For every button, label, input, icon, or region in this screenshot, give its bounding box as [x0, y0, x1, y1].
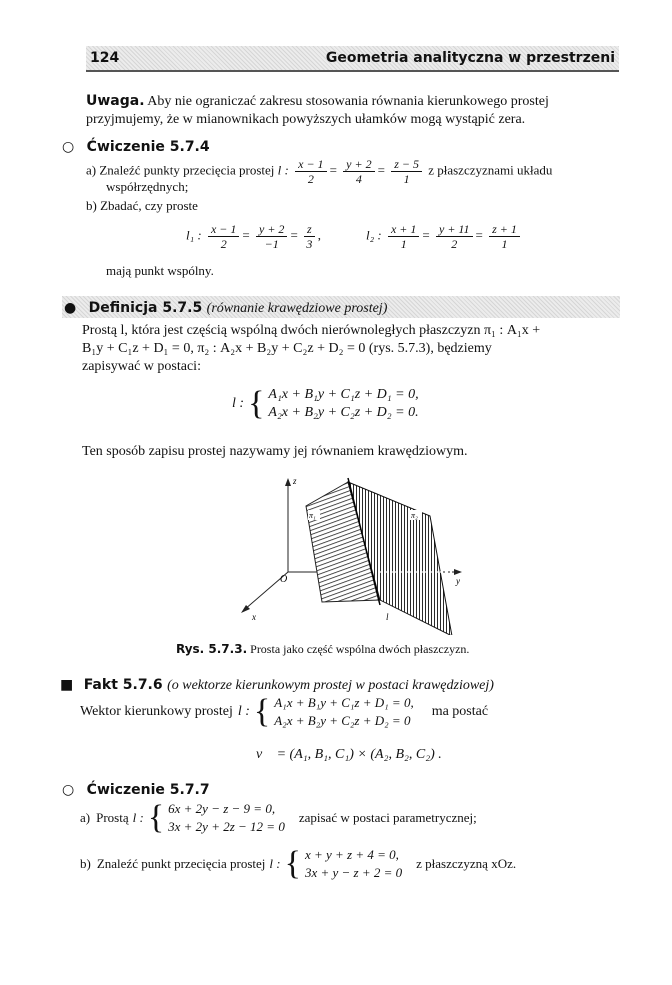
frac-num: z − 5: [391, 157, 422, 172]
chapter-title: Geometria analityczna w przestrzeni: [325, 50, 615, 66]
fact-eq1: A₁x + B₁y + C₁z + D₁ = 0,: [274, 695, 414, 710]
fact-subtitle: (o wektorze kierunkowym prostej w postaci krawędziowej): [167, 678, 494, 693]
definition-line3: zapisywać w postaci:: [82, 359, 201, 374]
item-label: b): [86, 198, 97, 213]
edge-equation-system: l : { A₁x + B₁y + C₁z + D₁ = 0, A₂x + B₂y + C₂z + D₂ = 0.: [232, 385, 419, 422]
item-text: Znaleźć punkty przecięcia prostej: [99, 162, 275, 178]
item-text: Znaleźć punkt przecięcia prostej: [96, 856, 266, 871]
definition-title: Definicja 5.7.5: [88, 300, 203, 316]
frac-num: x − 1: [208, 222, 239, 237]
remark: [86, 92, 621, 129]
exercise-574-b: [86, 197, 198, 215]
line-var: l :: [269, 856, 281, 871]
fact-body: Wektor kierunkowy prostej l : { A₁x + B₁y + C₁z + D₁ = 0, A₂x + B₂y + C₂z + D₂ = 0 ma postać: [80, 693, 489, 730]
definition-heading: [64, 299, 387, 318]
exercise-marker-icon: ○: [62, 782, 75, 798]
frac-num: y + 2: [343, 157, 374, 172]
definition-marker-icon: ●: [64, 300, 77, 316]
line-l1-equation: l₁ : $\frac{x - 1}{2}$ = $\frac{y + 2}{-1}$ = $\frac{z}{3}$ ,: [186, 222, 321, 251]
page-number: 124: [90, 50, 120, 66]
line-var: l :: [132, 810, 144, 825]
fact-title: Fakt 5.7.6: [83, 677, 163, 693]
frac-den: −1: [264, 237, 279, 251]
frac-num: x − 1: [295, 157, 326, 172]
definition-body: [82, 322, 622, 376]
exercise-title: Ćwiczenie 5.7.7: [86, 782, 210, 798]
pi1-label: π₁: [309, 511, 316, 520]
frac-den: 3: [306, 237, 313, 251]
exercise-574-b-end: mają punkt wspólny.: [106, 263, 214, 278]
exercise-577-a: a) Prostą l : { 6x + 2y − z − 9 = 0, 3x + 2y + 2z − 12 = 0 zapisać w postaci parametrycznej;: [80, 799, 477, 836]
item-label: b): [80, 856, 91, 871]
item-label: a): [86, 162, 97, 178]
cross-product-formula: v⃗ = (A₁, B₁, C₁) × (A₂, B₂, C₂) .: [256, 747, 442, 762]
planes-figure: [230, 470, 480, 635]
frac-num: x + 1: [388, 222, 419, 237]
frac-num: y + 2: [256, 222, 287, 237]
system-eq2: A₂x + B₂y + C₂z + D₂ = 0.: [268, 405, 419, 420]
line-var: l₁ :: [186, 227, 202, 243]
exercise-577-heading: [62, 781, 210, 799]
definition-after: Ten sposób zapisu prostej nazywamy jej równaniem krawędziowym.: [82, 444, 468, 459]
system-eq2: 3x + 2y + 2z − 12 = 0: [168, 819, 285, 834]
exercise-title: Ćwiczenie 5.7.4: [86, 139, 210, 155]
definition-line2: B₁y + C₁z + D₁ = 0, π₂ : A₂x + B₂y + C₂z + D₂ = 0 (rys. 5.7.3), będziemy: [82, 341, 492, 356]
definition-line1: Prostą l, która jest częścią wspólną dwóch nierównoległych płaszczyzn π₁ : A₁x +: [82, 323, 541, 338]
frac-den: 2: [307, 172, 314, 186]
system-eq1: 6x + 2y − z − 9 = 0,: [168, 801, 276, 816]
fact-heading: [60, 676, 494, 695]
page-header: [86, 46, 619, 72]
item-text: Zbadać, czy proste: [100, 198, 198, 213]
caption-label: Rys. 5.7.3.: [176, 642, 248, 656]
fact-eq2: A₂x + B₂y + C₂z + D₂ = 0: [274, 713, 411, 728]
origin-label: O: [280, 574, 288, 585]
remark-line2: przyjmujemy, że w mianownikach powyższych ułamków mogą wystąpić zera.: [86, 112, 526, 127]
fact-var: l :: [237, 704, 250, 719]
frac-num: y + 11: [436, 222, 473, 237]
frac-den: 4: [355, 172, 362, 186]
line-l-label: l: [386, 612, 389, 622]
system-eq1: x + y + z + 4 = 0,: [304, 847, 399, 862]
remark-label: Uwaga.: [86, 93, 145, 109]
item-label: a): [80, 810, 91, 825]
definition-subtitle: (równanie krawędziowe prostej): [206, 301, 388, 316]
caption-text: Prosta jako część wspólna dwóch płaszczyzn.: [250, 642, 470, 656]
z-label: z: [293, 476, 297, 486]
figure-caption: [176, 642, 469, 657]
item-text: Prostą: [96, 810, 129, 825]
exercise-marker-icon: ○: [62, 139, 75, 155]
frac-den: 2: [451, 237, 458, 251]
pi2-label: π₂: [411, 511, 418, 520]
fact-lead: Wektor kierunkowy prostej: [80, 704, 233, 719]
frac-den: 1: [403, 172, 410, 186]
y-arrow-icon: [454, 569, 462, 575]
y-label: y: [456, 576, 460, 586]
system-eq1: A₁x + B₁y + C₁z + D₁ = 0,: [268, 387, 419, 402]
frac-den: 1: [400, 237, 407, 251]
fact-tail: ma postać: [431, 704, 489, 719]
exercise-574-a-line2: współrzędnych;: [106, 179, 189, 194]
z-arrow-icon: [285, 478, 291, 486]
exercise-574-heading: [62, 138, 210, 156]
exercise-577-b: b) Znaleźć punkt przecięcia prostej l : { x + y + z + 4 = 0, 3x + y − z + 2 = 0 z płaszczyzną xOz.: [80, 845, 517, 882]
line-var: l₂ :: [366, 227, 382, 243]
item-text-tail: z płaszczyzną xOz.: [416, 856, 517, 871]
remark-line1: Aby nie ograniczać zakresu stosowania równania kierunkowego prostej: [147, 94, 549, 109]
frac-den: 2: [220, 237, 227, 251]
line-l2-equation: l₂ : $\frac{x + 1}{1}$ = $\frac{y + 11}{2}$ = $\frac{z + 1}{1}$: [366, 222, 523, 251]
frac-num: z + 1: [489, 222, 520, 237]
system-eq2: 3x + y − z + 2 = 0: [304, 865, 403, 880]
system-var: l :: [232, 396, 245, 411]
frac-num: z: [304, 222, 315, 237]
fact-marker-icon: ■: [60, 677, 74, 693]
item-text-tail: z płaszczyznami układu: [428, 162, 553, 178]
exercise-574-a: a) Znaleźć punkty przecięcia prostej l : $\frac{x - 1}{2}$ = $\frac{y + 2}{4}$ = $\frac{z - 5}{1}$ z płaszczyznami układu: [86, 157, 553, 186]
line-var: l :: [277, 162, 289, 178]
frac-den: 1: [501, 237, 508, 251]
item-text-tail: zapisać w postaci parametrycznej;: [298, 810, 477, 825]
x-label: x: [252, 612, 256, 622]
